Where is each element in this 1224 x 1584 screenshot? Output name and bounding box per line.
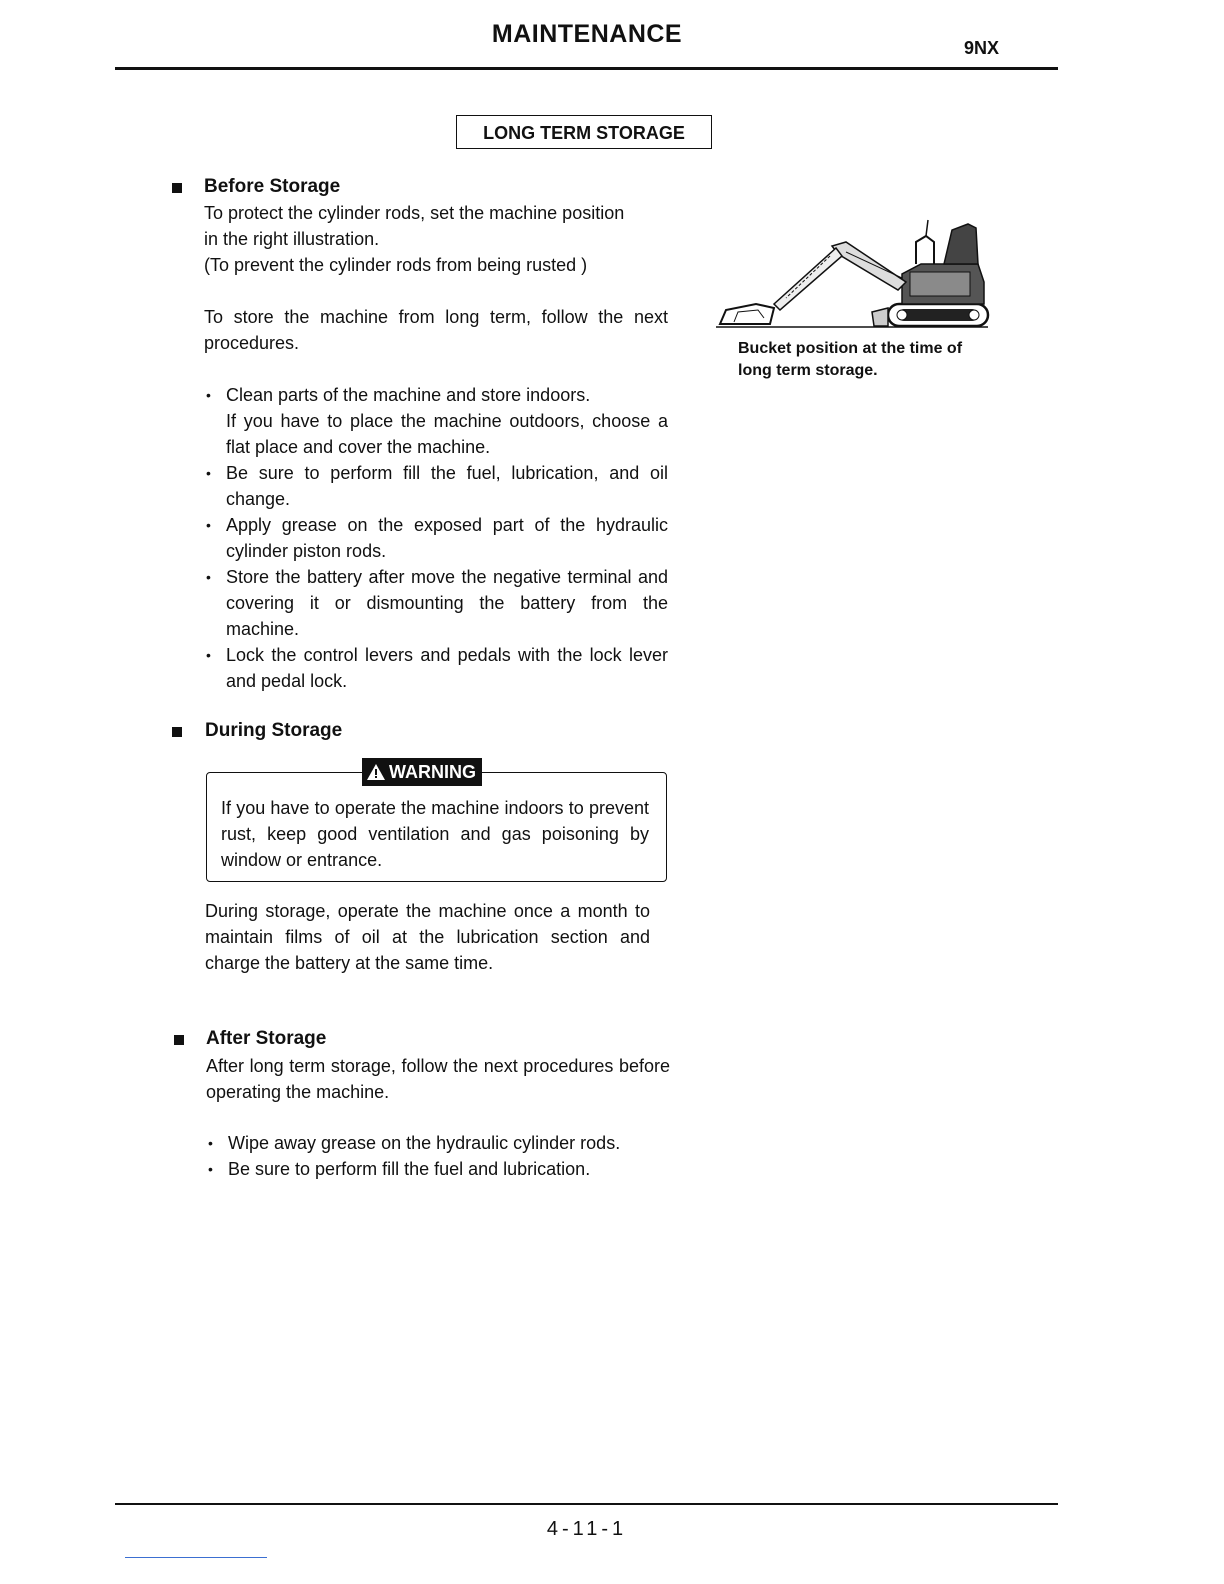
before-storage-heading: Before Storage: [204, 176, 341, 197]
before-storage-intro: [204, 200, 674, 278]
intro-line: (To prevent the cylinder rods from being rusted ): [204, 255, 588, 275]
page-number: 4-11-1: [546, 1518, 628, 1540]
procedure-intro: To store the machine from long term, follow the next procedures.: [204, 307, 668, 353]
section-bullet-icon: [172, 727, 182, 737]
list-item: • Apply grease on the exposed part of the hydraulic cylinder piston rods.: [204, 512, 668, 564]
header-rule: [115, 67, 1058, 70]
during-storage-heading: During Storage: [205, 720, 343, 741]
list-item: • Lock the control levers and pedals with the lock lever and pedal lock.: [204, 642, 668, 694]
list-item: If you have to place the machine outdoors, choose a flat place and cover the machine.: [226, 411, 668, 457]
list-item: • Wipe away grease on the hydraulic cylinder rods.: [206, 1130, 676, 1156]
after-storage-paragraph: After long term storage, follow the next procedures before operating the machine.: [206, 1056, 670, 1102]
list-item: • Store the battery after move the negative terminal and covering it or dismounting the battery from the machine.: [204, 564, 668, 642]
section-title-box: LONG TERM STORAGE: [456, 115, 712, 149]
caption-line: Bucket position at the time of: [738, 340, 963, 357]
section-bullet-icon: [174, 1035, 184, 1045]
before-storage-list: [204, 382, 668, 694]
list-item: • Be sure to perform fill the fuel and lubrication.: [206, 1156, 676, 1182]
intro-line: in the right illustration.: [204, 229, 380, 249]
illustration-caption: [738, 338, 998, 382]
warning-triangle-icon: [366, 763, 386, 781]
during-storage-paragraph: During storage, operate the machine once a month to maintain films of oil at the lubrication section and charge the battery at the same time.: [205, 901, 650, 973]
caption-line: long term storage.: [738, 362, 878, 379]
after-storage-list: [206, 1130, 676, 1182]
excavator-illustration-icon: [716, 212, 992, 336]
list-item: • Be sure to perform fill the fuel, lubrication, and oil change.: [204, 460, 668, 512]
intro-line: To protect the cylinder rods, set the machine position: [204, 203, 625, 223]
page-header-title: MAINTENANCE: [491, 20, 683, 48]
warning-text: If you have to operate the machine indoors to prevent rust, keep good ventilation and gas poisoning by window or entrance.: [221, 798, 649, 870]
after-storage-heading: After Storage: [206, 1028, 327, 1049]
model-code: 9NX: [964, 38, 1000, 58]
section-bullet-icon: [172, 183, 182, 193]
footer-rule: [115, 1503, 1058, 1505]
list-item: • Clean parts of the machine and store indoors.: [204, 382, 668, 408]
footer-link-line: [125, 1557, 267, 1558]
warning-label: [362, 758, 482, 786]
warning-label-text: WARNING: [389, 762, 476, 782]
